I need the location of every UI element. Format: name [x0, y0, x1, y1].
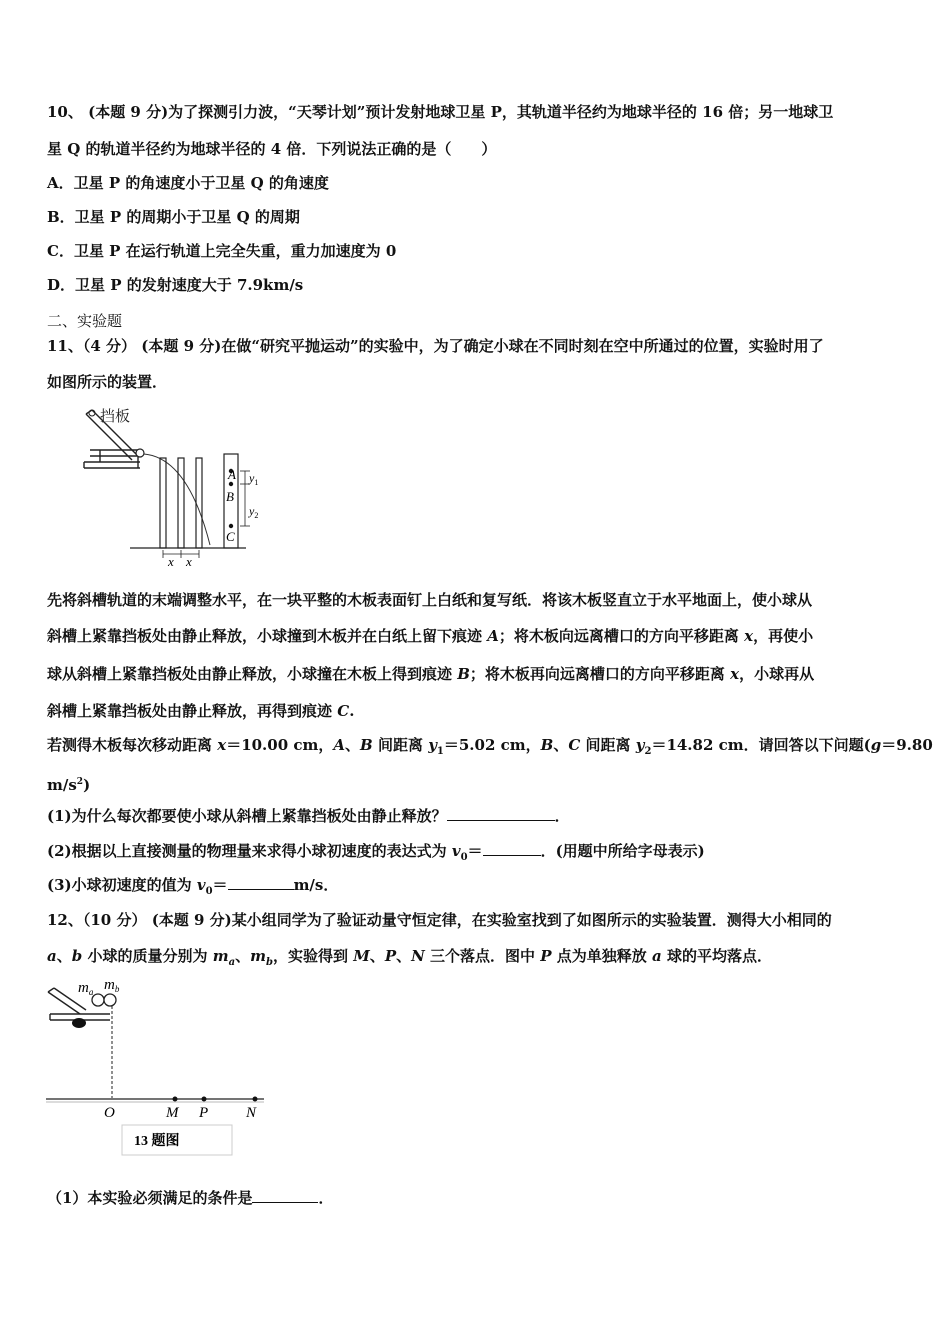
q11-para-line-2: 斜槽上紧靠挡板处由静止释放，小球撞到木板并在白纸上留下痕迹 A；将木板向远离槽口的方向平移距离 x，再使小 [47, 627, 814, 645]
q10-stem-line-1: 10、 (本题 9 分)为了探测引力波，“天琴计划”预计发射地球卫星 P，其轨道半径约为地球半径的 16 倍；另一地球卫 [47, 103, 834, 121]
point-p [202, 1097, 207, 1102]
point-m [173, 1097, 178, 1102]
ball-a [92, 994, 104, 1006]
q11-subquestion-3: (3)小球初速度的值为 $v_0= m/s$． [47, 876, 339, 897]
label-c: C [226, 529, 235, 544]
q12-stem-line-2: a、b 小球的质量分别为 $m_a$、$m_b$，实验得到 M、P、N 三个落点．图中 P 点为单独释放 a 球的平均落点． [47, 947, 772, 968]
trajectory-curve [144, 454, 210, 545]
label-o: O [104, 1105, 115, 1121]
q11-para-line-4: 斜槽上紧靠挡板处由静止释放，再得到痕迹 C. [47, 702, 355, 720]
mark-c [229, 524, 233, 528]
q11-subquestion-2: (2)根据以上直接测量的物理量来求得小球初速度的表达式为 $v_0=$ ．(用题中所给字母表示) [47, 842, 705, 863]
label-mb: $m_b$ [104, 978, 120, 994]
label-n: N [246, 1105, 257, 1121]
label-y2: $y_2$ [249, 504, 259, 520]
answer-blank-4[interactable] [252, 1188, 318, 1203]
answer-blank-1[interactable] [447, 806, 555, 821]
q10-option-c: C．卫星 P 在运行轨道上完全失重，重力加速度为 0 [47, 242, 397, 260]
label-m: M [166, 1105, 179, 1121]
q12-figure [44, 978, 266, 1160]
ball-rest [72, 1018, 86, 1028]
label-b: B [226, 489, 234, 504]
ball [136, 449, 144, 457]
label-x2: x [186, 554, 192, 569]
q10-option-a: A．卫星 P 的角速度小于卫星 Q 的角速度 [47, 174, 329, 192]
label-a: A [228, 467, 236, 482]
mark-b [229, 482, 233, 486]
label-x1: x [168, 554, 174, 569]
q10-option-d: D．卫星 P 的发射速度大于 7.9km/s [47, 276, 304, 294]
label-ma: $m_a$ [78, 980, 94, 997]
q10-option-b: B．卫星 P 的周期小于卫星 Q 的周期 [47, 208, 300, 226]
q11-para-line-3: 球从斜槽上紧靠挡板处由静止释放，小球撞在木板上得到痕迹 B；将木板再向远离槽口的方向平移距离 x，小球再从 [47, 665, 815, 683]
section-heading: 二、实验题 [47, 312, 123, 330]
q11-stem-line-2: 如图所示的装置． [47, 373, 168, 391]
q12-subquestion-1: （1）本实验必须满足的条件是 ． [47, 1189, 334, 1207]
label-p: P [199, 1105, 209, 1121]
q11-data-line-2: $m/s^2$) [47, 776, 91, 794]
figure-caption: 13 题图 [134, 1134, 180, 1149]
point-n [253, 1097, 258, 1102]
q11-subquestion-1: (1)为什么每次都要使小球从斜槽上紧靠挡板处由静止释放？ ． [47, 807, 570, 825]
q11-stem-line-1: 11、（4 分） (本题 9 分)在做“研究平抛运动”的实验中，为了确定小球在不同时刻在空中所通过的位置，实验时用了 [47, 337, 824, 355]
label-y1: $y_1$ [249, 471, 259, 487]
q11-para-line-1: 先将斜槽轨道的末端调整水平，在一块平整的木板表面钉上白纸和复写纸．将该木板竖直立于水平地面上，使小球从 [47, 591, 813, 609]
baffle-label: 挡板 [100, 409, 131, 425]
q11-data-line-1: 若测得木板每次移动距离 x＝10.00 cm，A、B 间距离 $y_1=5.02$ cm，B、C 间距离 $y_2=14.82$ cm．请回答以下问题(g＝9.80 [47, 736, 933, 757]
q11-figure [78, 400, 278, 570]
answer-blank-2[interactable] [483, 841, 541, 856]
q10-stem-line-2: 星 Q 的轨道半径约为地球半径的 4 倍．下列说法正确的是（ ） [47, 140, 497, 158]
ball-b [104, 994, 116, 1006]
answer-blank-3[interactable] [228, 875, 294, 890]
q12-stem-line-1: 12、（10 分） (本题 9 分)某小组同学为了验证动量守恒定律，在实验室找到了如图所示的实验装置．测得大小相同的 [47, 911, 832, 929]
